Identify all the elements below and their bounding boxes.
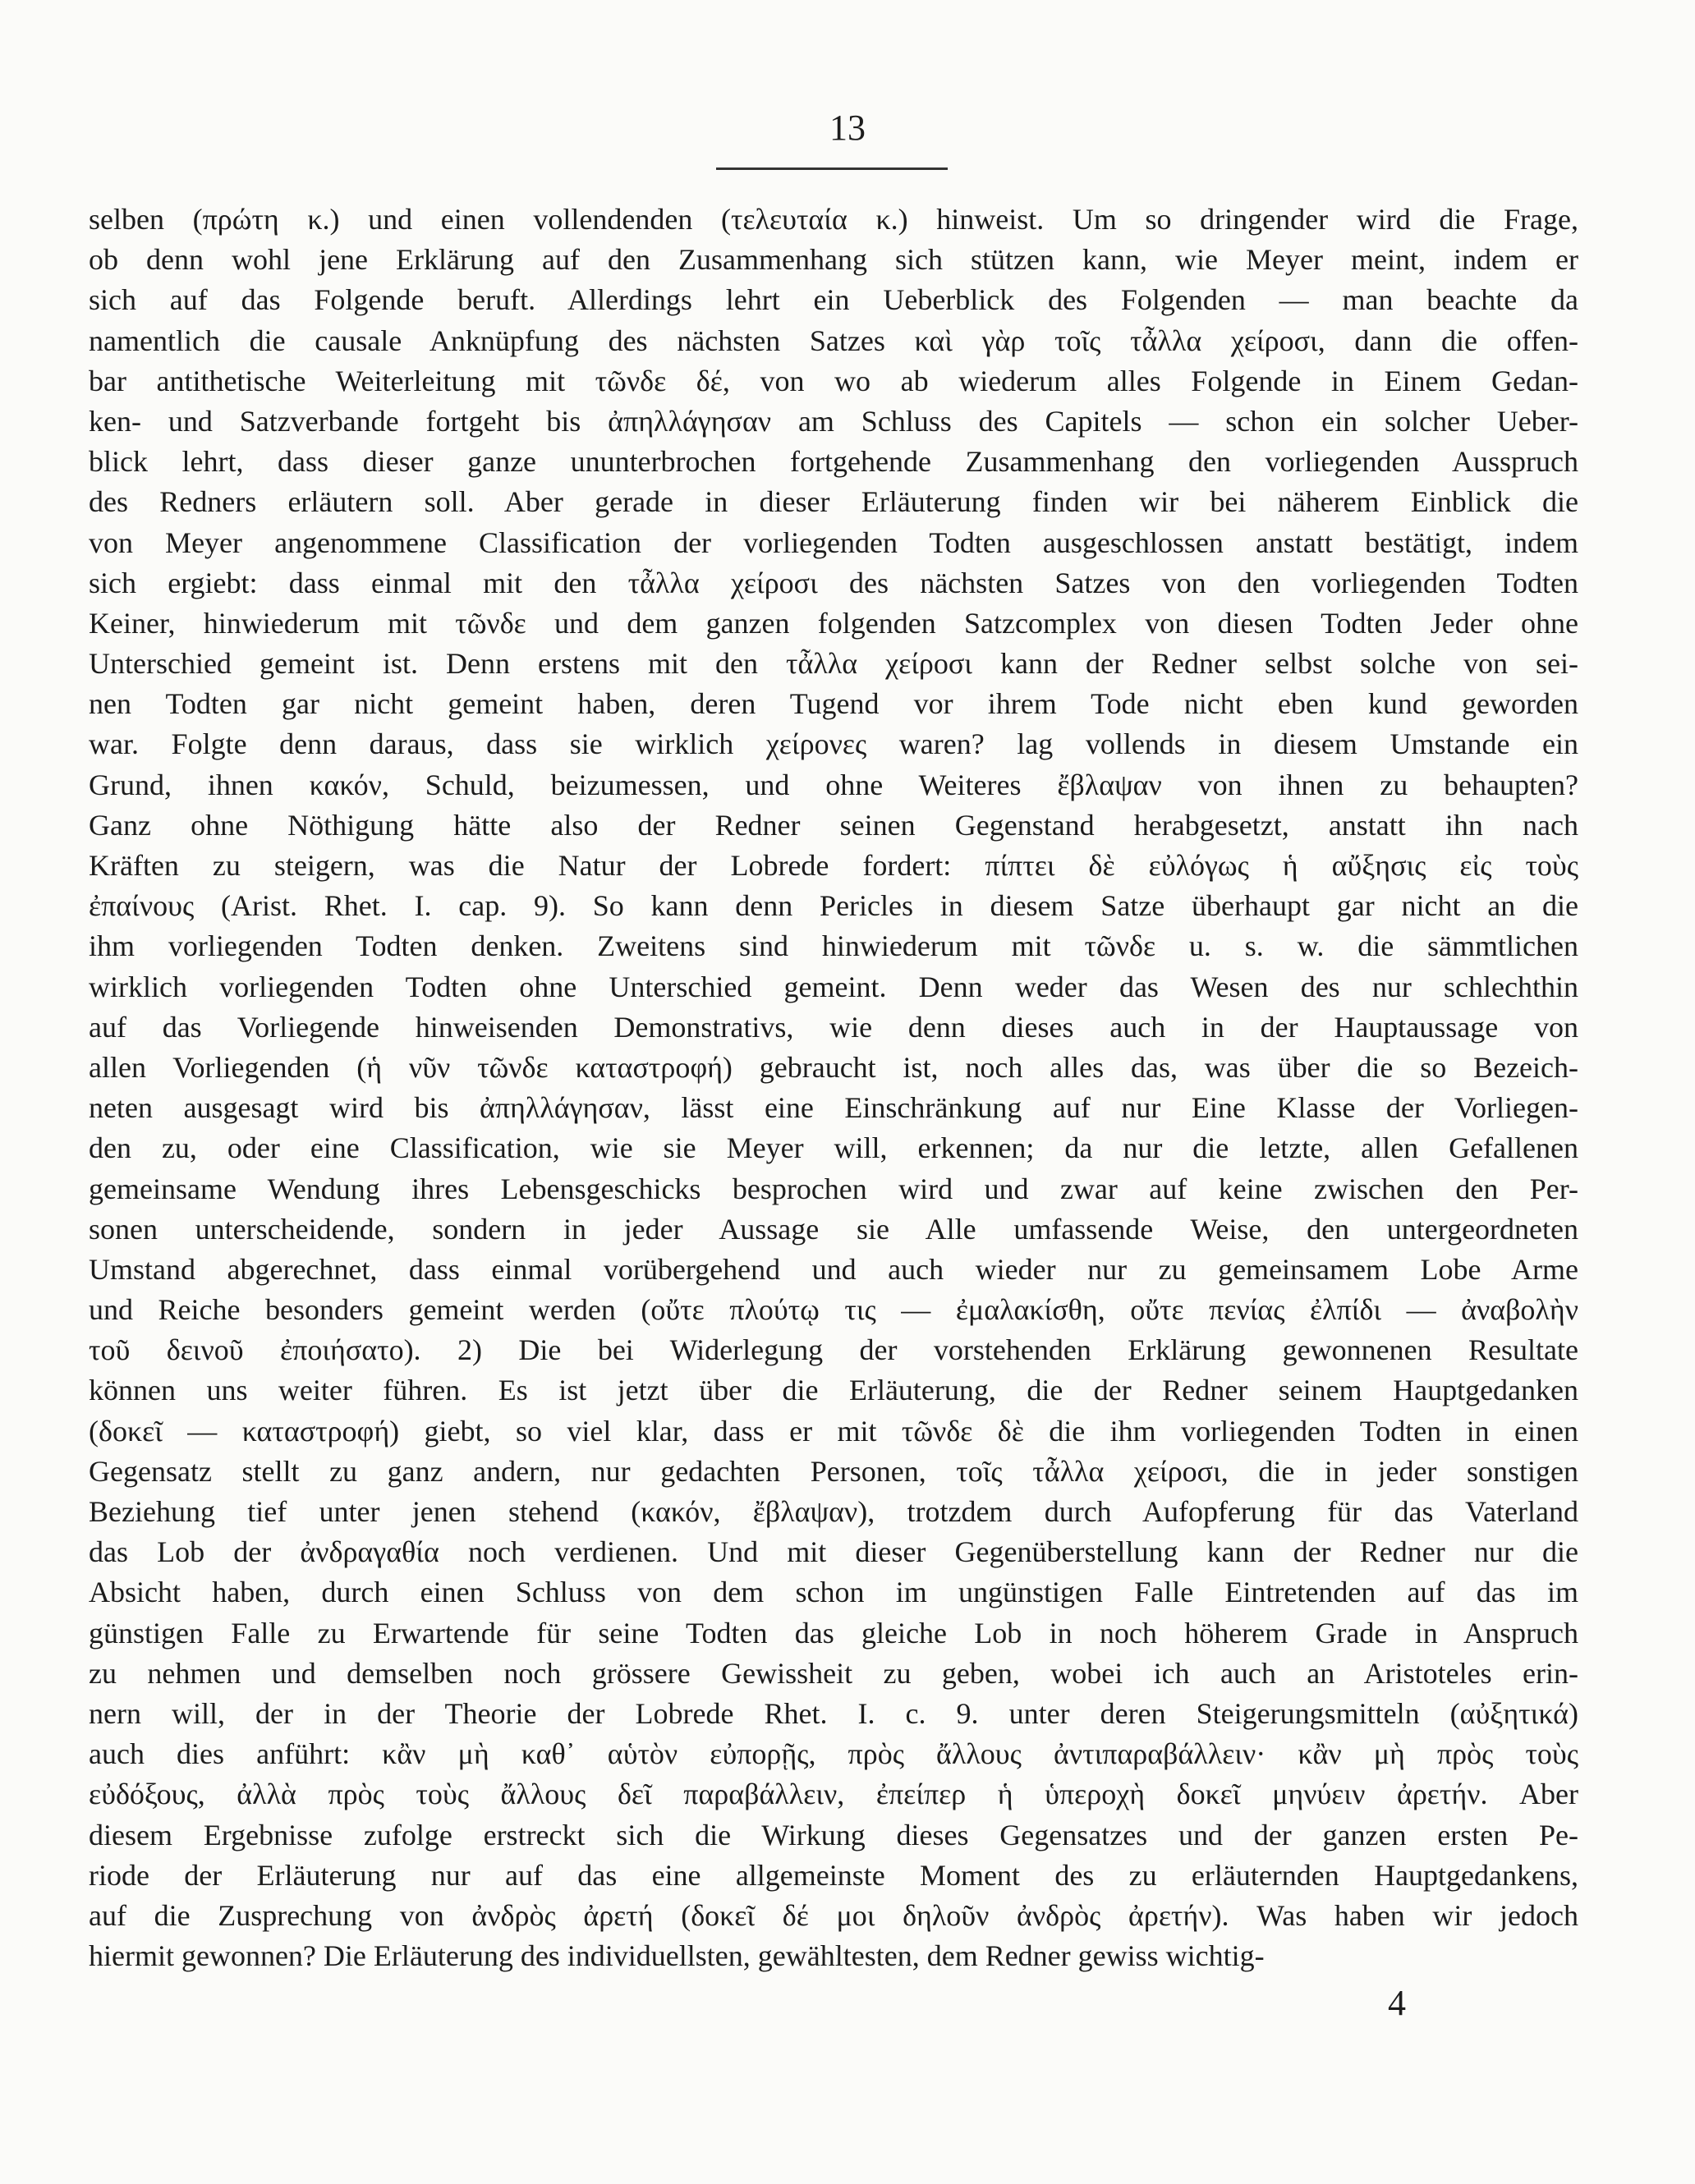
text-line: namentlich die causale Anknüpfung des nächsten Satzes καὶ γὰρ τοῖς τἆλλα χείροσι, dann die offen-: [89, 323, 1578, 357]
text-line: ken- und Satzverbande fortgeht bis ἀπηλλάγησαν am Schluss des Capitels — schon ein solcher Ueber-: [89, 404, 1578, 438]
text-line: auch dies anführt: κἂν μὴ καθ᾽ αὑτὸν εὐπορῇς, πρὸς ἄλλους ἀντιπαραβάλλειν· κἂν μὴ πρὸς τοὺς: [89, 1737, 1578, 1771]
text-line: bar antithetische Weiterleitung mit τῶνδε δέ, von wo ab wiederum alles Folgende in Einem Gedan-: [89, 364, 1578, 397]
text-line: auf das Vorliegende hinweisenden Demonstrativs, wie denn dieses auch in der Hauptaussage von: [89, 1010, 1578, 1044]
text-line: riode der Erläuterung nur auf das eine allgemeinste Moment des zu erläuternden Hauptgedankens,: [89, 1858, 1578, 1892]
text-line: sonen unterscheidende, sondern in jeder Aussage sie Alle umfassende Weise, den untergeordneten: [89, 1212, 1578, 1246]
text-line: auf die Zusprechung von ἀνδρὸς ἀρετή (δοκεῖ δέ μοι δηλοῦν ἀνδρὸς ἀρετήν). Was haben wir jedoch: [89, 1898, 1578, 1932]
text-line: εὐδόξους, ἀλλὰ πρὸς τοὺς ἄλλους δεῖ παραβάλλειν, ἐπείπερ ἡ ὑπεροχὴ δοκεῖ μηνύειν ἀρετήν. Aber: [89, 1778, 1578, 1811]
text-line: können uns weiter führen. Es ist jetzt über die Erläuterung, die der Redner seinem Hauptgedanken: [89, 1374, 1578, 1407]
text-line: sich ergiebt: dass einmal mit den τἆλλα χείροσι des nächsten Satzes von den vorliegenden Todten: [89, 566, 1578, 599]
text-line: ἐπαίνους (Arist. Rhet. I. cap. 9). So kann denn Pericles in diesem Satze überhaupt gar nicht an die: [89, 889, 1578, 923]
text-line: Ganz ohne Nöthigung hätte also der Redner seinen Gegenstand herabgesetzt, anstatt ihn nach: [89, 808, 1578, 842]
text-line: war. Folgte denn daraus, dass sie wirklich χείρονες waren? lag vollends in diesem Umstande ein: [89, 727, 1578, 761]
text-line: allen Vorliegenden (ἡ νῦν τῶνδε καταστροφή) gebraucht ist, noch alles das, was über die so Bezeich-: [89, 1050, 1578, 1084]
text-line: selben (πρώτη κ.) und einen vollendenden (τελευταία κ.) hinweist. Um so dringender wird die Frage,: [89, 203, 1578, 236]
text-line: des Redners erläutern soll. Aber gerade in dieser Erläuterung finden wir bei näherem Einblick die: [89, 485, 1578, 519]
text-line: τοῦ δεινοῦ ἐποιήσατο). 2) Die bei Widerlegung der vorstehenden Erklärung gewonnenen Resultate: [89, 1333, 1578, 1367]
header-rule: [716, 167, 948, 170]
text-line: ob denn wohl jene Erklärung auf den Zusammenhang sich stützen kann, wie Meyer meint, indem er: [89, 243, 1578, 277]
text-line: neten ausgesagt wird bis ἀπηλλάγησαν, lässt eine Einschränkung auf nur Eine Klasse der Vorliegen-: [89, 1091, 1578, 1125]
text-line: Unterschied gemeint ist. Denn erstens mit den τἆλλα χείροσι kann der Redner selbst solche von sei-: [89, 647, 1578, 681]
page-number: 13: [829, 108, 866, 148]
text-line: hiermit gewonnen? Die Erläuterung des individuellsten, gewähltesten, dem Redner gewiss wichtig-: [89, 1939, 1265, 1973]
text-line: von Meyer angenommene Classification der vorliegenden Todten ausgeschlossen anstatt bestätigt, indem: [89, 525, 1578, 559]
text-line: günstigen Falle zu Erwartende für seine Todten das gleiche Lob in noch höherem Grade in Anspruch: [89, 1616, 1578, 1649]
text-line: und Reiche besonders gemeint werden (οὔτε πλούτῳ τις — ἐμαλακίσθη, οὔτε πενίας ἐλπίδι — ἀναβολὴν: [89, 1293, 1578, 1327]
text-line: Umstand abgerechnet, dass einmal vorübergehend und auch wieder nur zu gemeinsamem Lobe Arme: [89, 1252, 1578, 1286]
signature-mark: 4: [1388, 1983, 1406, 2023]
text-line: diesem Ergebnisse zufolge erstreckt sich die Wirkung dieses Gegensatzes und der ganzen ersten Pe-: [89, 1818, 1578, 1851]
text-line: Grund, ihnen κακόν, Schuld, beizumessen, und ohne Weiteres ἔβλαψαν von ihnen zu behaupten?: [89, 768, 1578, 801]
text-line: nen Todten gar nicht gemeint haben, deren Tugend vor ihrem Tode nicht eben kund geworden: [89, 687, 1578, 721]
body-text: [89, 200, 1578, 1976]
text-line: sich auf das Folgende beruft. Allerdings lehrt ein Ueberblick des Folgenden — man beachte da: [89, 283, 1578, 317]
text-line: wirklich vorliegenden Todten ohne Unterschied gemeint. Denn weder das Wesen des nur schlechthin: [89, 970, 1578, 1003]
text-line: Beziehung tief unter jenen stehend (κακόν, ἔβλαψαν), trotzdem durch Aufopferung für das Vaterland: [89, 1495, 1578, 1528]
text-line: nern will, der in der Theorie der Lobrede Rhet. I. c. 9. unter deren Steigerungsmitteln (αὐξητικά): [89, 1696, 1578, 1730]
text-line: den zu, oder eine Classification, wie sie Meyer will, erkennen; da nur die letzte, allen Gefallenen: [89, 1131, 1578, 1165]
text-line: Keiner, hinwiederum mit τῶνδε und dem ganzen folgenden Satzcomplex von diesen Todten Jeder ohne: [89, 606, 1578, 640]
text-line: zu nehmen und demselben noch grössere Gewissheit zu geben, wobei ich auch an Aristoteles erin-: [89, 1656, 1578, 1690]
text-line: ihm vorliegenden Todten denken. Zweitens sind hinwiederum mit τῶνδε u. s. w. die sämmtlichen: [89, 929, 1578, 963]
text-line: Absicht haben, durch einen Schluss von dem schon im ungünstigen Falle Eintretenden auf das im: [89, 1576, 1578, 1609]
text-line: blick lehrt, dass dieser ganze ununterbrochen fortgehende Zusammenhang den vorliegenden Ausspruch: [89, 445, 1578, 479]
text-line: Gegensatz stellt zu ganz andern, nur gedachten Personen, τοῖς τἆλλα χείροσι, die in jeder sonstigen: [89, 1454, 1578, 1488]
text-line: das Lob der ἀνδραγαθία noch verdienen. Und mit dieser Gegenüberstellung kann der Redner nur die: [89, 1535, 1578, 1569]
text-line: (δοκεῖ — καταστροφή) giebt, so viel klar, dass er mit τῶνδε δὲ die ihm vorliegenden Todten in einen: [89, 1414, 1578, 1448]
text-line: gemeinsame Wendung ihres Lebensgeschicks besprochen wird und zwar auf keine zwischen den Per-: [89, 1172, 1578, 1205]
text-line: Kräften zu steigern, was die Natur der Lobrede fordert: πίπτει δὲ εὐλόγως ἡ αὔξησις εἰς τοὺς: [89, 849, 1578, 882]
